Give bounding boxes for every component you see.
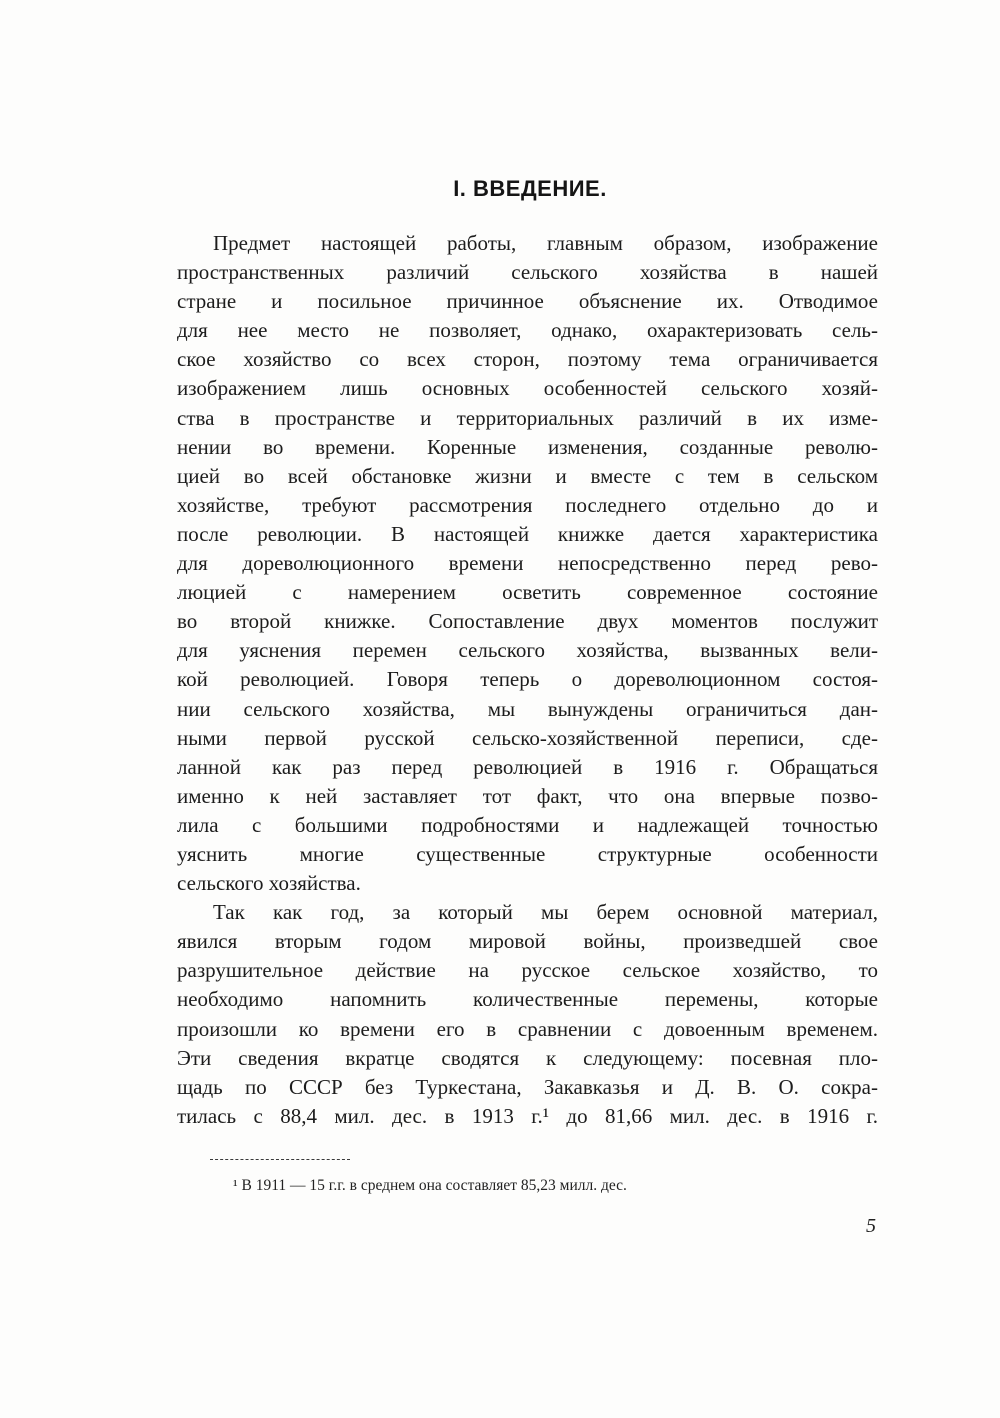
body-text [177, 229, 878, 1131]
text-line: во второй книжке. Сопоставление двух моментов послужит [177, 609, 878, 634]
text-line: явился вторым годом мировой войны, произведшей свое [177, 929, 878, 954]
text-line: Так как год, за который мы берем основной материал, [213, 900, 878, 925]
text-line: изображением лишь основных особенностей сельского хозяй- [177, 376, 878, 401]
text-line: нении во времени. Коренные изменения, созданные револю- [177, 434, 878, 459]
text-line: сельского хозяйства. [177, 871, 361, 896]
text-line: после революции. В настоящей книжке дается характеристика [177, 521, 878, 546]
text-line: необходимо напомнить количественные перемены, которые [177, 987, 878, 1012]
text-line: лила с большими подробностями и надлежащей точностью [177, 812, 878, 837]
text-line: ства в пространстве и территориальных различий в их изме- [177, 405, 878, 430]
text-line: тилась с 88,4 мил. дес. в 1913 г.¹ до 81,66 мил. дес. в 1916 г. [177, 1103, 878, 1128]
text-line: стране и посильное причинное объяснение их. Отводимое [177, 289, 878, 314]
text-line: произошли ко времени его в сравнении с довоенным временем. [177, 1016, 878, 1041]
footnote: ¹ В 1911 — 15 г.г. в среднем она составляет 85,23 милл. дес. [233, 1177, 627, 1194]
text-line: цией во всей обстановке жизни и вместе с тем в сельском [177, 463, 878, 488]
text-line: ными первой русской сельско-хозяйственной переписи, сде- [177, 725, 878, 750]
text-line: нии сельского хозяйства, мы вынуждены ограничиться дан- [177, 696, 878, 721]
text-line: щадь по СССР без Туркестана, Закавказья и Д. В. О. сокра- [177, 1074, 878, 1099]
text-line: уяснить многие существенные структурные особенности [177, 841, 878, 866]
text-line: для дореволюционного времени непосредственно перед рево- [177, 551, 878, 576]
text-line: для уяснения перемен сельского хозяйства, вызванных вели- [177, 638, 878, 663]
text-line: Эти сведения вкратце сводятся к следующему: посевная пло- [177, 1045, 878, 1070]
text-line: ланной как раз перед революцией в 1916 г. Обращаться [177, 754, 878, 779]
footnote-divider [210, 1159, 350, 1160]
text-line: люцией с намерением осветить современное состояние [177, 580, 878, 605]
text-line: кой революцией. Говоря теперь о дореволюционном состоя- [177, 667, 878, 692]
text-line: для нее место не позволяет, однако, охарактеризовать сель- [177, 318, 878, 343]
text-line: именно к ней заставляет тот факт, что она впервые позво- [177, 783, 878, 808]
page-number: 5 [866, 1215, 876, 1237]
text-line: ское хозяйство со всех сторон, поэтому тема ограничивается [177, 347, 878, 372]
text-line: хозяйстве, требуют рассмотрения последнего отдельно до и [177, 492, 878, 517]
text-line: пространственных различий сельского хозяйства в нашей [177, 260, 878, 285]
text-line: Предмет настоящей работы, главным образом, изображение [213, 231, 878, 255]
text-line: разрушительное действие на русское сельское хозяйство, то [177, 958, 878, 983]
chapter-heading: I. ВВЕДЕНИЕ. [453, 176, 607, 201]
